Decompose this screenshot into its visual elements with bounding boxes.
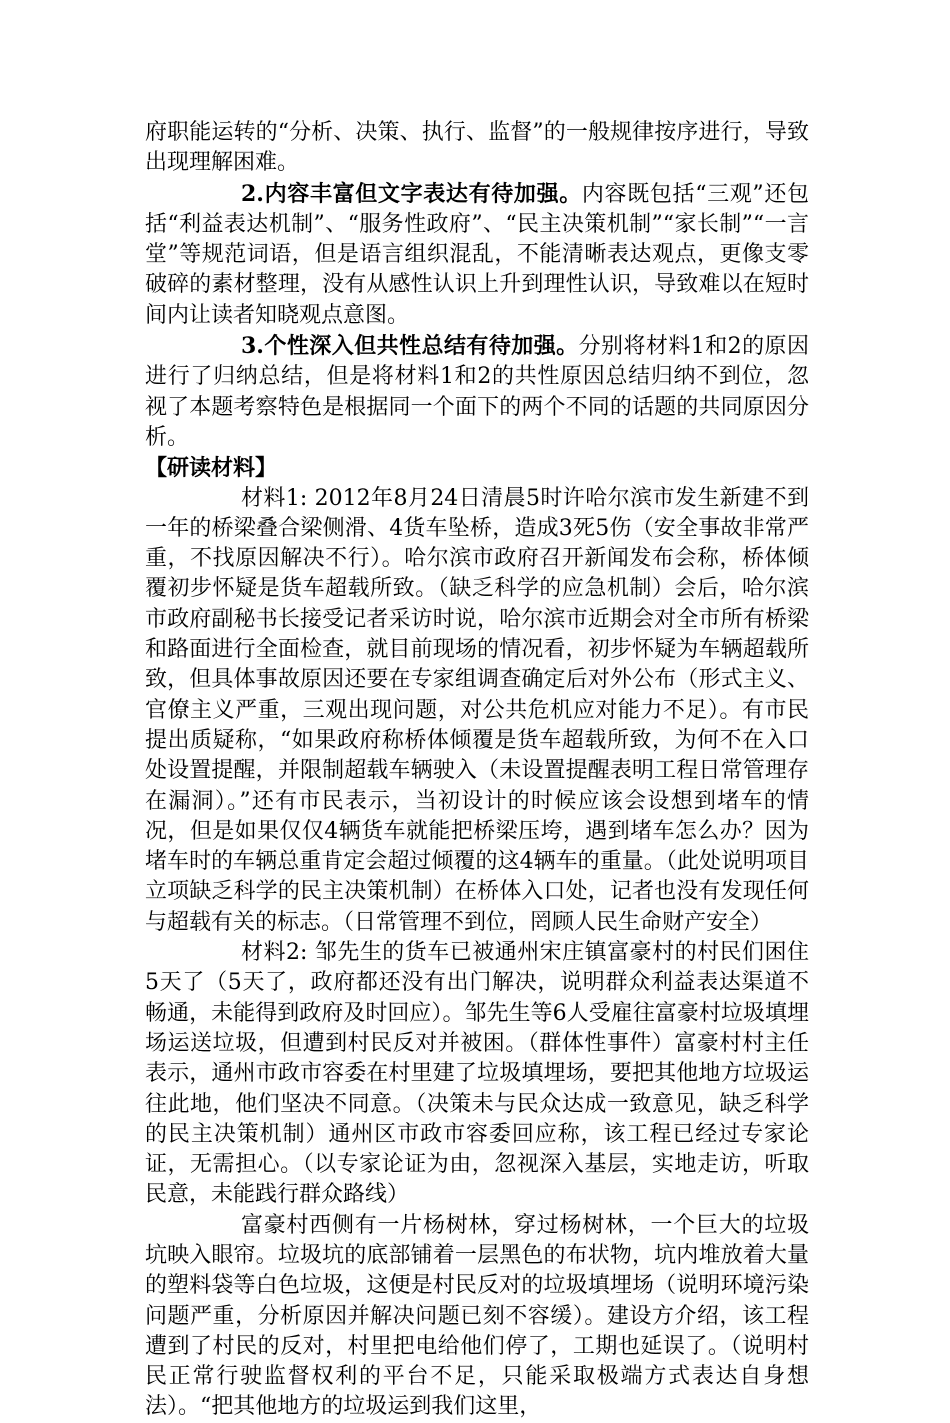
point-2-body: 内容既包括“三观”还包括“利益表达机制”、“服务性政府”、“民主决策机制”“家长制”“一言堂”等规范词语，但是语言组织混乱，不能清晰表达观点，更像支零破碎的素材整理，没有从感性认识上升到理性认识，导致难以在短时间内让读者知晓观点意图。 (145, 181, 809, 328)
paragraph-point-3 (145, 331, 809, 453)
section-heading: 【研读材料】 (145, 455, 278, 482)
document-page (145, 118, 809, 1423)
point-3-body: 分别将材料1和2的原因进行了归纳总结，但是将材料1和2的共性原因总结归纳不到位，忽视了本题考察特色是根据同一个面下的两个不同的话题的共同原因分析。 (145, 334, 810, 450)
paragraph-material-2-cont: 富豪村西侧有一片杨树林，穿过杨树林，一个巨大的垃圾坑映入眼帘。垃圾坑的底部铺着一层黑色的布状物，坑内堆放着大量的塑料袋等白色垃圾，这便是村民反对的垃圾填埋场（说明环境污染问题严重，分析原因并解决问题已刻不容缓）。建设方介绍，该工程遭到了村民的反对，村里把电给他们停了，工期也延误了。（说明村民正常行驶监督权利的平台不足，只能采取极端方式表达自身想法）。“把其他地方的垃圾运到我们这里， (145, 1212, 809, 1420)
point-3-lead: 3.个性深入但共性总结有待加强。 (241, 333, 579, 360)
paragraph-material-2: 材料2: 邹先生的货车已被通州宋庄镇富豪村的村民们困住5天了（5天了，政府都还没有出门解决，说明群众利益表达渠道不畅通，未能得到政府及时回应）。邹先生等6人受雇往富豪村垃圾填埋场运送垃圾，但遭到村民反对并被困。（群体性事件）富豪村村主任表示，通州市政市容委在村里建了垃圾填埋场，要把其他地方垃圾运往此地，他们坚决不同意。（决策未与民众达成一致意见，缺乏科学的民主决策机制）通州区市政市容委回应称，该工程已经过专家论证，无需担心。（以专家论证为由，忽视深入基层，实地走访，听取民意，未能践行群众路线） (145, 940, 809, 1208)
paragraph-material-1: 材料1: 2012年8月24日清晨5时许哈尔滨市发生新建不到一年的桥梁叠合梁侧滑、4货车坠桥，造成3死5伤（安全事故非常严重，不找原因解决不行）。哈尔滨市政府召开新闻发布会称，桥体倾覆初步怀疑是货车超载所致。（缺乏科学的应急机制）会后，哈尔滨市政府副秘书长接受记者采访时说，哈尔滨市近期会对全市所有桥梁和路面进行全面检查，就目前现场的情况看，初步怀疑为车辆超载所致，但具体事故原因还要在专家组调查确定后对外公布（形式主义、官僚主义严重，三观出现问题，对公共危机应对能力不足）。有市民提出质疑称，“如果政府称桥体倾覆是货车超载所致，为何不在入口处设置提醒，并限制超载车辆驶入（未设置提醒表明工程日常管理存在漏洞）。”还有市民表示，当初设计的时候应该会设想到堵车的情况，但是如果仅仅4辆货车就能把桥梁压垮，遇到堵车怎么办？因为堵车时的车辆总重肯定会超过倾覆的这4辆车的重量。（此处说明项目立项缺乏科学的民主决策机制）在桥体入口处，记者也没有发现任何与超载有关的标志。（日常管理不到位，罔顾人民生命财产安全） (145, 485, 809, 935)
paragraph-intro: 府职能运转的“分析、决策、执行、监督”的一般规律按序进行，导致出现理解困难。 (145, 120, 809, 176)
point-2-lead: 2.内容丰富但文字表达有待加强。 (241, 180, 582, 207)
paragraph-point-2 (145, 179, 809, 331)
